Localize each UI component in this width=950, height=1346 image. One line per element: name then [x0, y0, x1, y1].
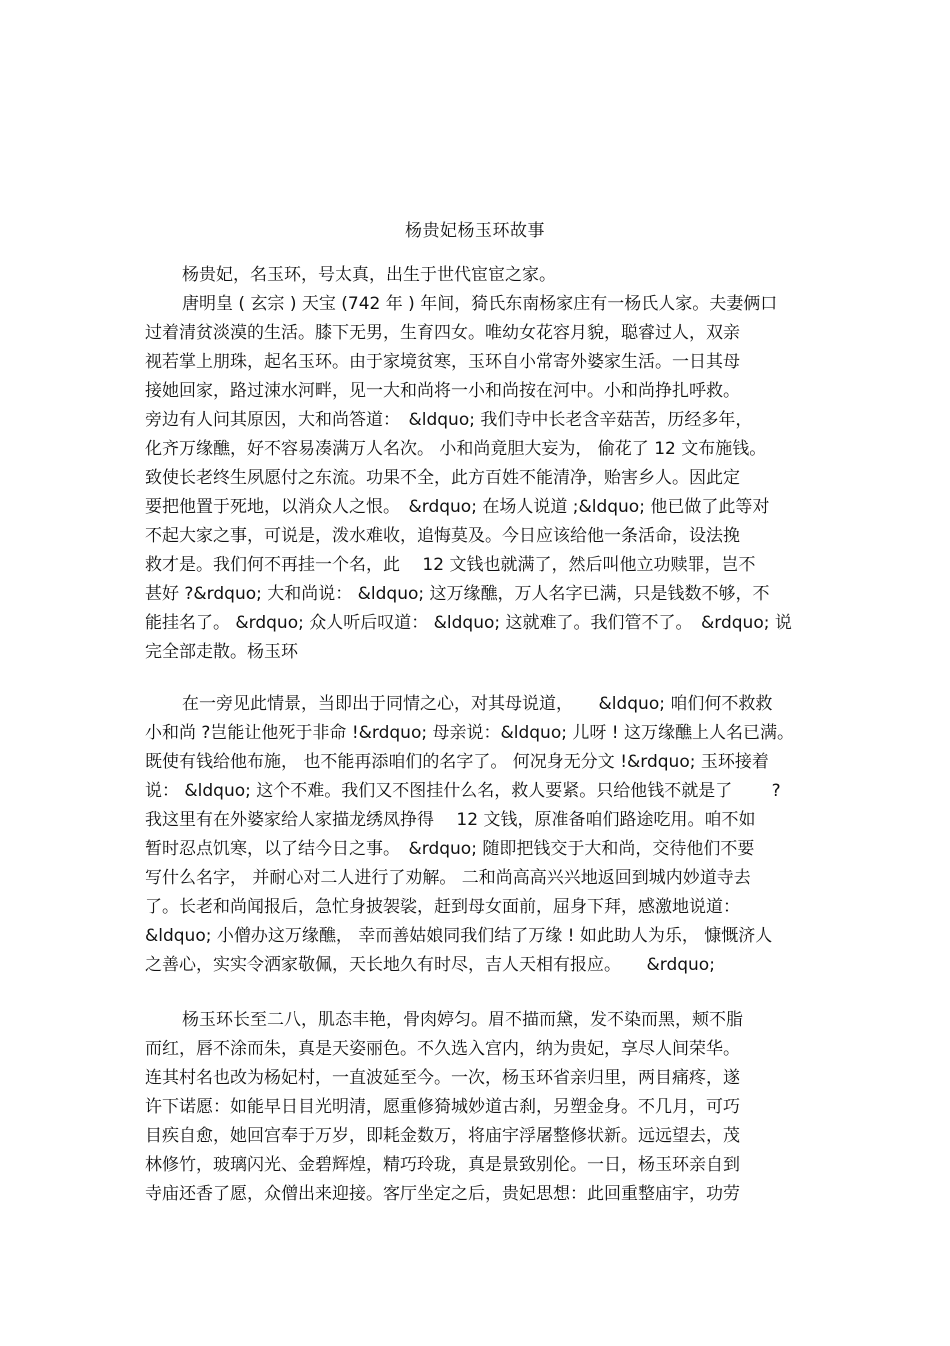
- text-line: 在一旁见此情景，当即出于同情之心，对其母说道， &ldquo; 咱们何不救救: [182, 694, 773, 714]
- text-line: 唐明皇 ( 玄宗 ) 天宝 (742 年 ) 年间，猗氏东南杨家庄有一杨氏人家。夫妻俩口: [182, 294, 778, 314]
- text-line: 小和尚 ?岂能让他死于非命 !&rdquo; 母亲说：&ldquo; 儿呀 ! 这万缘醮上人名已满。: [145, 723, 794, 743]
- text-line: 我这里有在外婆家给人家描龙绣凤挣得 12 文钱，原准备咱们路途吃用。咱不如: [145, 810, 756, 830]
- text-line: 暂时忍点饥寒，以了结今日之事。 &rdquo; 随即把钱交于大和尚，交待他们不要: [145, 839, 755, 859]
- text-line: 救才是。我们何不再挂一个名，此 12 文钱也就满了，然后叫他立功赎罪，岂不: [145, 555, 756, 575]
- text-line: 杨贵妃，名玉环，号太真，出生于世代宦宦之家。: [182, 265, 556, 285]
- text-line: 杨玉环长至二八，肌态丰艳，骨肉婷匀。眉不描而黛，发不染而黑，颊不脂: [182, 1010, 743, 1030]
- text-line: 不起大家之事，可说是，泼水难收，追悔莫及。今日应该给他一条活命，设法挽: [145, 526, 740, 546]
- text-line: 寺庙还香了愿，众僧出来迎接。客厅坐定之后，贵妃思想：此回重整庙宇，功劳: [145, 1184, 740, 1204]
- paragraph-3: [145, 690, 815, 980]
- paragraph-2: [145, 290, 815, 667]
- text-line: 目疾自愈，她回宫奉于万岁，即耗金数万，将庙宇浮屠整修状新。远远望去，茂: [145, 1126, 740, 1146]
- text-line: 完全部走散。杨玉环: [145, 642, 298, 662]
- text-line: 旁边有人问其原因，大和尚答道： &ldquo; 我们寺中长老含辛菇苦，历经多年，: [145, 410, 753, 430]
- document-title: 杨贵妃杨玉环故事: [405, 221, 545, 241]
- paragraph-1: [145, 261, 815, 290]
- text-line: 说： &ldquo; 这个不难。我们又不图挂什么名，救人要紧。只给他钱不就是了 ?: [145, 781, 781, 801]
- text-line: &ldquo; 小僧办这万缘醮， 幸而善姑娘同我们结了万缘 ! 如此助人为乐， 慷慨济人: [145, 926, 773, 946]
- text-line: 了。长老和尚闻报后，急忙身披袈裟，赶到母女面前，屈身下拜，感激地说道：: [145, 897, 740, 917]
- text-line: 而红，唇不涂而朱，真是天姿丽色。不久选入宫内，纳为贵妃，享尽人间荣华。: [145, 1039, 740, 1059]
- text-line: 致使长老终生夙愿付之东流。功果不全，此方百姓不能清净，贻害乡人。因此定: [145, 468, 740, 488]
- text-line: 能挂名了。 &rdquo; 众人听后叹道： &ldquo; 这就难了。我们管不了。 &rdquo; 说: [145, 613, 792, 633]
- text-line: 连其村名也改为杨妃村，一直波延至今。一次，杨玉环省亲归里，两目痛疼，遂: [145, 1068, 740, 1088]
- text-line: 写什么名字， 并耐心对二人进行了劝解。 二和尚高高兴兴地返回到城内妙道寺去: [145, 868, 751, 888]
- text-line: 甚好 ?&rdquo; 大和尚说： &ldquo; 这万缘醮，万人名字已满，只是钱数不够，不: [145, 584, 770, 604]
- text-line: 化齐万缘醮，好不容易凑满万人名次。 小和尚竟胆大妄为， 偷花了 12 文布施钱。: [145, 439, 767, 459]
- paragraph-4: [145, 1006, 815, 1209]
- text-line: 林修竹，玻璃闪光、金碧辉煌，精巧玲珑，真是景致别伦。一日，杨玉环亲自到: [145, 1155, 740, 1175]
- text-line: 之善心，实实令洒家敬佩，天长地久有时尽，吉人天相有报应。 &rdquo;: [145, 955, 715, 975]
- text-line: 要把他置于死地，以消众人之恨。 &rdquo; 在场人说道 ;&ldquo; 他已做了此等对: [145, 497, 770, 517]
- text-line: 既使有钱给他布施， 也不能再添咱们的名字了。 何况身无分文 !&rdquo; 玉环接着: [145, 752, 769, 772]
- text-line: 过着清贫淡漠的生活。膝下无男，生育四女。唯幼女花容月貌，聪睿过人，双亲: [145, 323, 740, 343]
- text-line: 许下诺愿：如能早日目光明清，愿重修猗城妙道古刹，另塑金身。不几月，可巧: [145, 1097, 740, 1117]
- text-line: 视若掌上朋珠，起名玉环。由于家境贫寒，玉环自小常寄外婆家生活。一日其母: [145, 352, 740, 372]
- text-line: 接她回家，路过涑水河畔，见一大和尚将一小和尚按在河中。小和尚挣扎呼救。: [145, 381, 740, 401]
